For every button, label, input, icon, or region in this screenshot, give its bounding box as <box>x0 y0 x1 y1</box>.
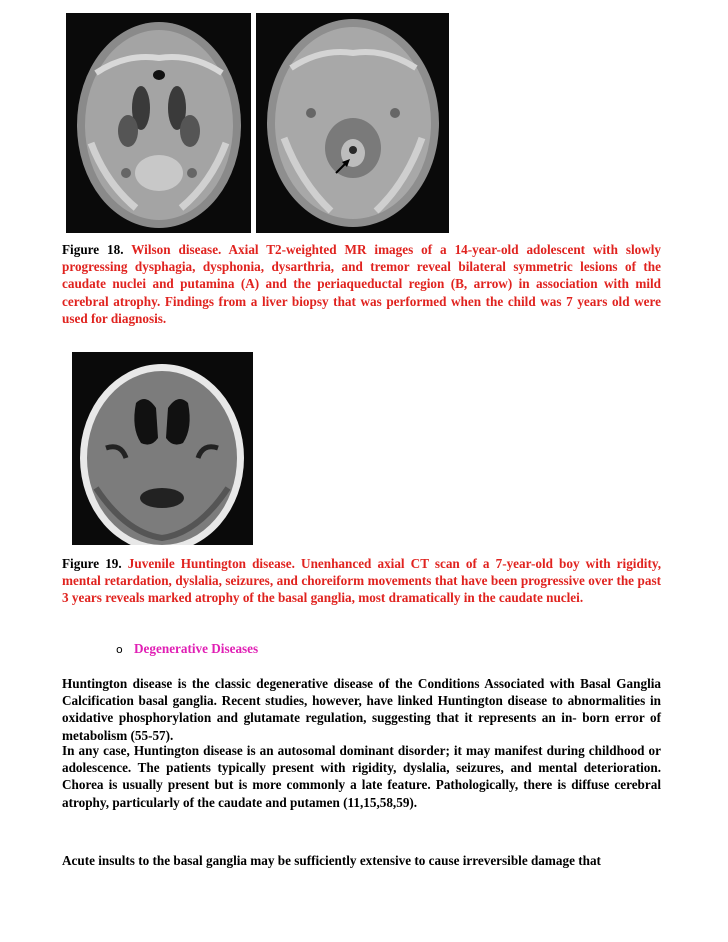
paragraph: In any case, Huntington disease is an autosomal dominant disorder; it may manifest during childhood or adolescence. The patients typically present with rigidity, dyslalia, seizures, and mental deterioration. Chorea is usually present but is more commonly a late feature. Pathologically, there is diffuse cerebral atrophy, particularly of the caudate and putamen (11,15,58,59). <box>62 743 661 810</box>
figure-18-caption <box>62 241 661 327</box>
figure-18-label: Figure 18. <box>62 242 124 257</box>
ct-image <box>66 348 253 545</box>
figure-18-text: Wilson disease. Axial T2-weighted MR images of a 14-year-old adolescent with slowly progressing dysphagia, dysphonia, dysarthria, and tremor reveal bilateral symmetric lesions of the caudate nuclei and putamina (A) and the periaqueductal region (B, arrow) in association with mild cerebral atrophy. Findings from a liver biopsy that was performed when the child was 7 years old were used for diagnosis. <box>62 242 661 326</box>
section-heading-text: Degenerative Diseases <box>134 641 259 656</box>
paragraph: Huntington disease is the classic degenerative disease of the Conditions Associated with Basal Ganglia Calcification basal ganglia. Recent studies, however, have linked Huntington disease to abnormalities in oxidative phosphorylation and glutamate regulation, suggesting that it represents an in- born error of metabolism (55-57). <box>62 676 661 743</box>
figure-19-label: Figure 19. <box>62 556 122 571</box>
mri-image-a <box>66 13 251 233</box>
section-heading <box>116 641 258 657</box>
mri-image-b <box>256 13 449 233</box>
figure-19-text: Juvenile Huntington disease. Unenhanced axial CT scan of a 7-year-old boy with rigidity, mental retardation, dyslalia, seizures, and choreiform movements that have been progressive over the past 3 years reveals marked atrophy of the basal ganglia, most dramatically in the caudate nuclei. <box>62 556 661 606</box>
figure-19-caption <box>62 555 661 607</box>
bullet-icon: o <box>116 643 123 656</box>
paragraph: Acute insults to the basal ganglia may be sufficiently extensive to cause irreversible damage that <box>62 853 601 868</box>
